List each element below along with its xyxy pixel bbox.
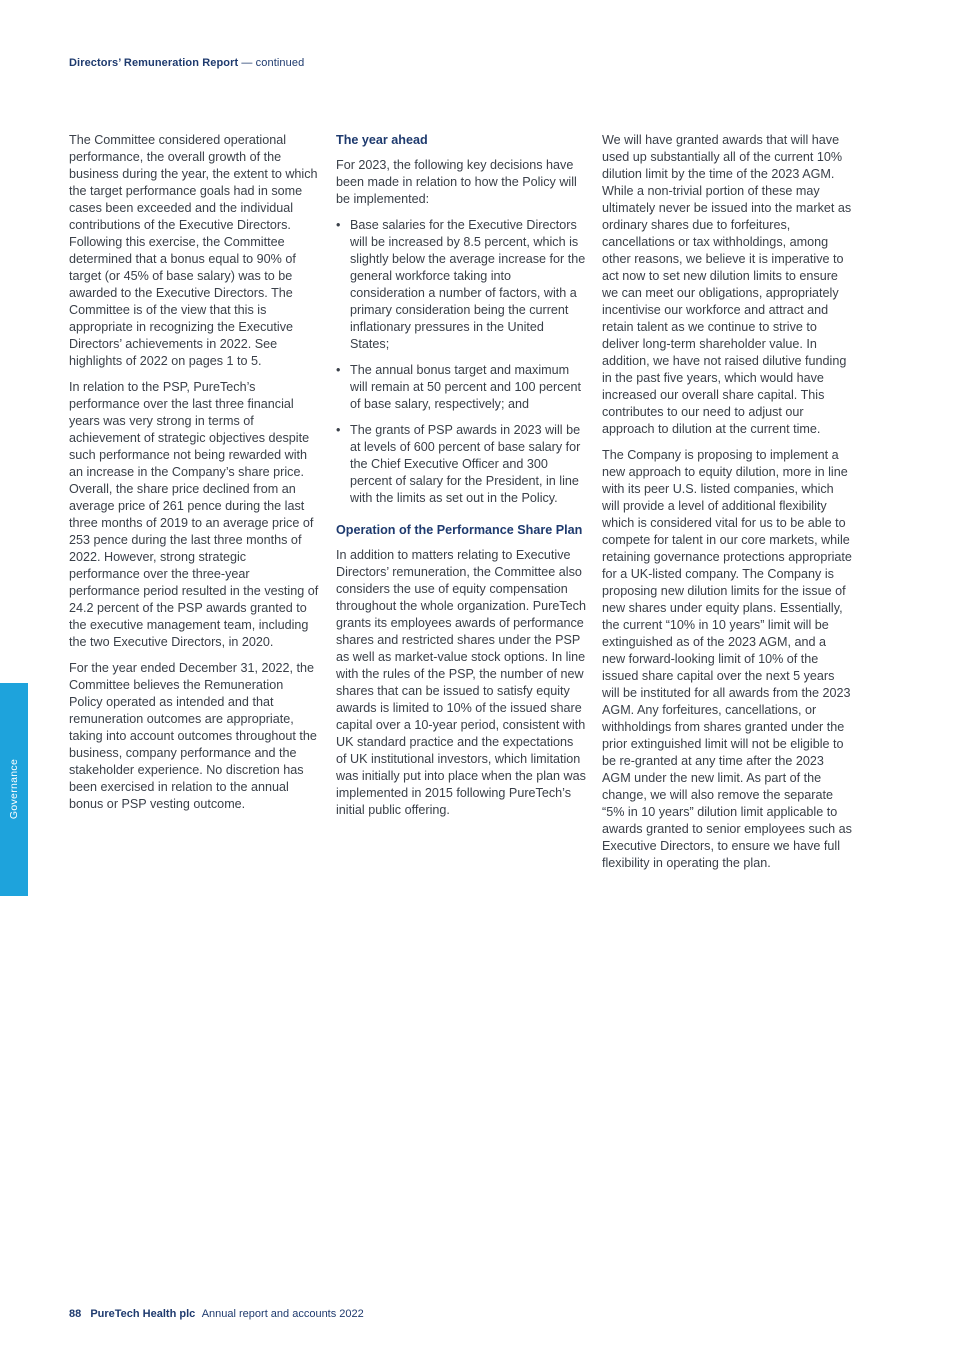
paragraph-dilution-limit: We will have granted awards that will have used up substantially all of the current 10% dilution limit by the time of the 2023 AGM. While a non-trivial portion of these may ultimately never be issued into the market as ordinary shares due to forfeitures, cancellations or tax withholdings, among other reasons, we believe it is imperative to act now to set new dilution limits to ensure we can meet our obligations, appropriately incentivise our workforce and attract and retain talent as we continue to strive to deliver long-term shareholder value. In addition, we have not raised dilutive funding in the past five years, which would have increased our overall share capital. This contributes to our need to adjust our approach to dilution at the current time. bbox=[602, 133, 852, 436]
section-tab-label: Governance bbox=[8, 758, 20, 820]
paragraph-policy-conclusion: For the year ended December 31, 2022, the Committee believes the Remuneration Policy operated as intended and that remuneration outcomes are appropriate, taking into account outcomes throughout the business, company performance and the stakeholder experience. No discretion has been exercised in relation to the annual bonus or PSP vesting outcome. bbox=[69, 661, 317, 811]
paragraph-new-dilution-approach: The Company is proposing to implement a new approach to equity dilution, more in line with its peer U.S. listed companies, which will provide a level of additional flexibility which is considered vital for us to be able to compete for talent in our core markets, while retaining governance protections appropriate for a UK-listed company. The Company is proposing new dilution limits for the issue of new shares under equity plans. Essentially, the current “10% in 10 years” limit will be extinguished as of the 2023 AGM, and a new forward-looking limit of 10% of the issued share capital over the next 5 years will be instituted for all awards from the 2023 AGM. Any forfeitures, cancellations, or withholdings from shares granted under the prior extinguished limit will not be eligible to be re-granted at any time after the 2023 AGM under the new limit. As part of the change, we will also remove the separate “5% in 10 years” dilution limit applicable to awards granted to senior employees such as Executive Directors, to ensure we have full flexibility in operating the plan. bbox=[602, 448, 852, 870]
bullet-icon: • bbox=[336, 363, 341, 377]
decisions-list bbox=[336, 217, 586, 507]
list-item bbox=[336, 422, 586, 507]
paragraph-year-ahead-intro: For 2023, the following key decisions have been made in relation to how the Policy will be implemented: bbox=[336, 158, 577, 206]
list-item-text: Base salaries for the Executive Directors will be increased by 8.5 percent, which is slightly below the average increase for the general workforce taking into consideration a number of factors, with a primary consideration being the current inflationary pressures in the United States; bbox=[350, 218, 586, 351]
paragraph-psp-performance: In relation to the PSP, PureTech’s performance over the last three financial years was very strong in terms of achievement of strategic objectives despite such performance not being rewarded with an increase in the Company’s share price. Overall, the share price declined from an average price of 261 pence during the last three months of 2019 to an average price of 253 pence during the last three months of 2022. However, strong strategic performance over the three-year performance period resulted in the vesting of 24.2 percent of the PSP awards granted to the executive management team, including the two Executive Directors, in 2020. bbox=[69, 380, 319, 649]
heading-psp-operation: Operation of the Performance Share Plan bbox=[336, 523, 583, 537]
running-header bbox=[69, 57, 304, 69]
bullet-icon: • bbox=[336, 423, 341, 437]
column-1 bbox=[69, 132, 319, 822]
company-name: PureTech Health plc bbox=[90, 1308, 196, 1320]
heading-year-ahead: The year ahead bbox=[336, 133, 428, 147]
page-footer bbox=[69, 1308, 364, 1320]
document-title: Annual report and accounts 2022 bbox=[201, 1308, 364, 1320]
list-item bbox=[336, 362, 586, 413]
list-item bbox=[336, 217, 586, 353]
continued-label: — continued bbox=[241, 57, 305, 69]
list-item-text: The grants of PSP awards in 2023 will be at levels of 600 percent of base salary for the Chief Executive Officer and 300 percent of salary for the President, in line with the limits as set out in the Policy. bbox=[350, 423, 581, 505]
section-tab-governance bbox=[0, 683, 28, 896]
paragraph-bonus-assessment: The Committee considered operational performance, the overall growth of the business during the year, the extent to which the target performance goals had in some cases been exceeded and the individual contributions of the Executive Directors. Following this exercise, the Committee determined that a bonus equal to 90% of target (or 45% of base salary) was to be awarded to the Executive Directors. The Committee is of the view that this is appropriate in recognizing the Executive Directors’ achievements in 2022. See highlights of 2022 on pages 1 to 5. bbox=[69, 133, 318, 368]
list-item-text: The annual bonus target and maximum will remain at 50 percent and 100 percent of base salary, respectively; and bbox=[350, 363, 582, 411]
page-number: 88 bbox=[69, 1308, 82, 1320]
bullet-icon: • bbox=[336, 218, 341, 232]
section-title: Directors’ Remuneration Report bbox=[69, 57, 239, 69]
column-3 bbox=[602, 132, 852, 881]
paragraph-psp-operation: In addition to matters relating to Executive Directors’ remuneration, the Committee also considers the use of equity compensation throughout the whole organization. PureTech grants its employees awards of performance shares and restricted shares under the PSP as well as market-value stock options. In line with the rules of the PSP, the number of new shares that can be issued to satisfy equity awards is limited to 10% of the issued share capital over a 10-year period, consistent with UK standard practice and the expectations of UK institutional investors, which limitation was initially put into place when the plan was implemented in 2015 following PureTech’s initial public offering. bbox=[336, 548, 586, 817]
column-2 bbox=[336, 132, 586, 828]
